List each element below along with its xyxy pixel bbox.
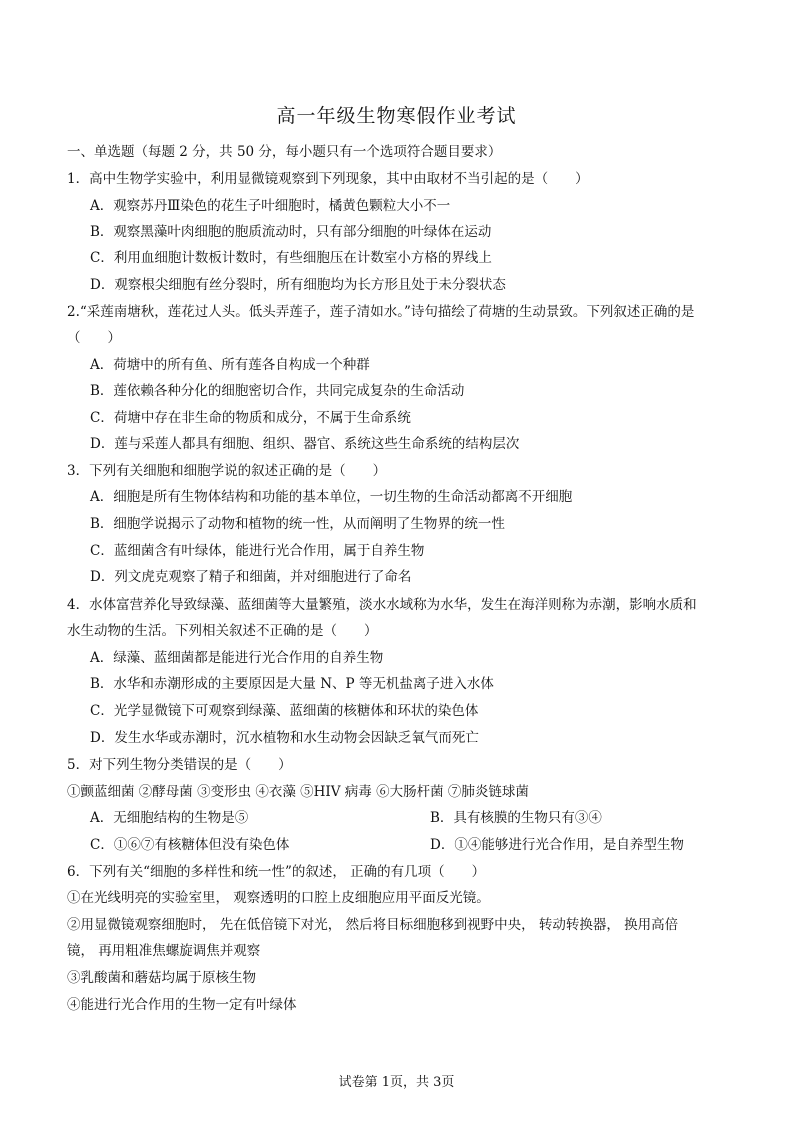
question-3-option-c: C．蓝细菌含有叶绿体，能进行光合作用，属于自养生物 [90, 543, 425, 559]
question-1-option-d: D．观察根尖细胞有丝分裂时，所有细胞均为长方形且处于未分裂状态 [90, 277, 506, 293]
question-5-option-row-1 [90, 808, 750, 828]
question-1-option-c: C．利用血细胞计数板计数时，有些细胞压在计数室小方格的界线上 [90, 250, 492, 266]
question-6-statement-2: ②用显微镜观察细胞时， 先在低倍镜下对光， 然后将目标细胞移到视野中央， 转动转换器， 换用高倍 [67, 917, 679, 933]
question-3-option-a: A．细胞是所有生物体结构和功能的基本单位，一切生物的生命活动都离不开细胞 [90, 489, 573, 505]
question-6-statement-3: ③乳酸菌和蘑菇均属于原核生物 [67, 970, 256, 986]
question-4-stem-line-1: 4．水体富营养化导致绿藻、蓝细菌等大量繁殖，淡水水域称为水华，发生在海洋则称为赤潮，影响水质和 [67, 597, 697, 613]
question-2-option-b: B．莲依赖各种分化的细胞密切合作，共同完成复杂的生命活动 [90, 383, 465, 399]
question-5-option-c: C．①⑥⑦有核糖体但没有染色体 [90, 837, 290, 853]
exam-title: 高一年级生物寒假作业考试 [276, 105, 517, 127]
question-4-option-c: C．光学显微镜下可观察到绿藻、蓝细菌的核糖体和环状的染色体 [90, 703, 479, 719]
question-5-option-row-2 [90, 835, 750, 855]
page-footer: 试卷第 1页，共 3页 [338, 1075, 455, 1090]
question-4-option-a: A．绿藻、蓝细菌都是能进行光合作用的自养生物 [90, 650, 384, 666]
question-4-option-b: B．水华和赤潮形成的主要原因是大量 N、P 等无机盐离子进入水体 [90, 676, 494, 692]
question-2-option-c: C．荷塘中存在非生命的物质和成分，不属于生命系统 [90, 410, 411, 426]
question-2-option-d: D．莲与采莲人都具有细胞、组织、器官、系统这些生命系统的结构层次 [90, 436, 520, 452]
section-heading: 一、单选题（每题 2 分，共 50 分，每小题只有一个选项符合题目要求） [67, 144, 502, 160]
question-6-statement-2-cont: 镜， 再用粗准焦螺旋调焦并观察 [67, 943, 261, 959]
question-6-stem: 6．下列有关“细胞的多样性和统一性”的叙述， 正确的有几项（ ） [67, 864, 486, 880]
question-4-stem-line-2: 水生动物的生活。下列相关叙述不正确的是（ ） [67, 623, 378, 639]
question-5-stem: 5．对下列生物分类错误的是（ ） [67, 757, 292, 773]
question-2-stem-line-2: （ ） [67, 330, 121, 346]
question-5-option-b: B．具有核膜的生物只有③④ [430, 810, 602, 826]
question-1-option-a: A．观察苏丹Ⅲ染色的花生子叶细胞时，橘黄色颗粒大小不一 [90, 198, 451, 214]
question-5-option-a: A．无细胞结构的生物是⑤ [90, 810, 249, 826]
question-1-stem: 1．高中生物学实验中，利用显微镜观察到下列现象，其中由取材不当引起的是（ ） [67, 171, 589, 187]
question-3-stem: 3．下列有关细胞和细胞学说的叙述正确的是（ ） [67, 463, 387, 479]
question-3-option-d: D．列文虎克观察了精子和细菌，并对细胞进行了命名 [90, 569, 412, 585]
question-1-option-b: B．观察黑藻叶肉细胞的胞质流动时，只有部分细胞的叶绿体在运动 [90, 224, 492, 240]
question-4-option-d: D．发生水华或赤潮时，沉水植物和水生动物会因缺乏氧气而死亡 [90, 730, 479, 746]
question-2-stem-line-1: 2.“采莲南塘秋，莲花过人头。低头弄莲子，莲子清如水。”诗句描绘了荷塘的生动景致。下列叙述正确的是 [67, 304, 695, 320]
question-5-organism-list: ①颤蓝细菌 ②酵母菌 ③变形虫 ④衣藻 ⑤HIV 病毒 ⑥大肠杆菌 ⑦肺炎链球菌 [67, 784, 529, 800]
question-5-option-d: D．①④能够进行光合作用，是自养型生物 [430, 837, 684, 853]
question-6-statement-1: ①在光线明亮的实验室里， 观察透明的口腔上皮细胞应用平面反光镜。 [67, 890, 490, 906]
question-3-option-b: B．细胞学说揭示了动物和植物的统一性，从而阐明了生物界的统一性 [90, 516, 505, 532]
question-6-statement-4: ④能进行光合作用的生物一定有叶绿体 [67, 997, 297, 1013]
question-2-option-a: A．荷塘中的所有鱼、所有莲各自构成一个种群 [90, 357, 370, 373]
